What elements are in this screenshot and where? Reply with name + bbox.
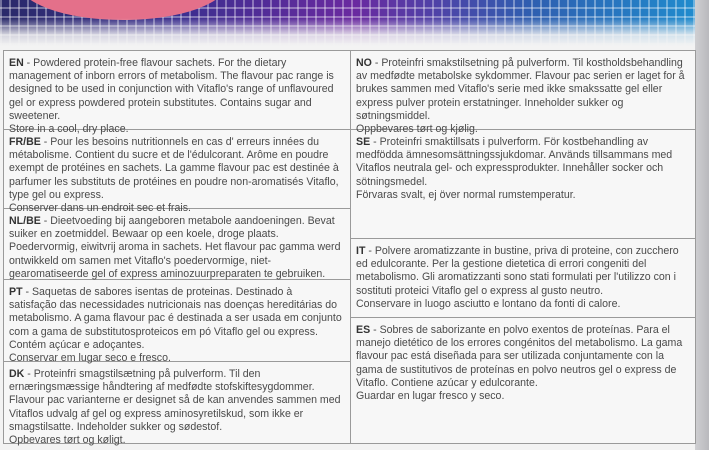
packaging-colour-band (0, 0, 709, 46)
language-code: NO (356, 57, 372, 69)
language-code: SE (356, 136, 371, 148)
storage-text: Conservar em lugar seco e fresco. (9, 352, 171, 365)
language-code: IT (356, 245, 366, 257)
section-nl-be (4, 209, 350, 280)
box-edge (695, 0, 709, 450)
storage-text: Guardar en lugar fresco y seco. (356, 390, 505, 403)
language-code: PT (9, 286, 23, 298)
label-panel (3, 50, 696, 447)
storage-text: Förvaras svalt, ej över normal rumstemperatur. (356, 188, 576, 201)
section-en (4, 51, 350, 136)
section-text: PT - Saquetas de sabores isentas de proteinas. Destinado à satisfação das necessidades nutricionais nas doenças hereditárias do metabolismo. A gama flavour pac é destinada a ser usada em conjunto com a gama de substitutosproteicos em pó Vitaflo gel ou express. Contém açúcar e adoçantes. (9, 286, 342, 351)
section-text: ES - Sobres de saborizante en polvo exentos de proteínas. Para el manejo dietético de los errores congénitos del metabolismo. La gama flavour pac está diseñada para ser utilizada conjuntamente con la gama de sustitutivos de proteínas en polvo neutros gel o express de Vitaflo. Contiene azúcar y edulcorante. (356, 324, 683, 389)
section-dk (4, 362, 350, 447)
storage-text: Conserver dans un endroit sec et frais. (9, 202, 191, 215)
language-code: NL/BE (9, 215, 41, 227)
section-text: FR/BE - Pour les besoins nutritionnels en cas d' erreurs innées du métabolisme. Contient du sucre et de l'édulcorant. Arôme en poudre exempt de protéines en sachets. La gamme flavour pac est destinée à parfumer les substituts de protéines en poudre non-aromatisés Vitaflo, type gel ou express. (9, 136, 339, 201)
language-code: FR/BE (9, 136, 41, 148)
storage-text: Opbevares tørt og køligt. (9, 434, 126, 447)
band-fade (0, 18, 709, 46)
language-code: ES (356, 324, 371, 336)
section-text: NO - Proteinfri smakstilsetning på pulverform. Til kostholdsbehandling av medfødte metabolske sykdommer. Flavour pac serien er laget for å brukes sammen med Vitaflo's serie med ikke smakssatte gel eller express pulver protein erstatninger. Inneholder sukker og søtningsmiddel. (356, 57, 685, 122)
section-se (351, 130, 695, 239)
storage-text: Store in a cool, dry place. (9, 123, 129, 136)
section-text: NL/BE - Dieetvoeding bij aangeboren metabole aandoeningen. Bevat suiker en zoetmiddel. Bewaar op een koele, droge plaats. Poedervormig, eiwitvrij aroma in sachets. Het flavour pac gamma werd ontwikkeld om samen met Vitaflo's poedervormige, niet-gearomatiseerde gel of express aminozuurpreparaten te gebruiken. (9, 215, 341, 280)
section-pt (4, 280, 350, 365)
section-text: IT - Polvere aromatizzante in bustine, priva di proteine, con zucchero ed edulcorante. Per la gestione dietetica di errori congeniti del metabolismo. Gli aromatizzanti sono stati formulati per l'utilizzo con i sostituti proteici Vitaflo gel o express al gusto neutro. (356, 245, 679, 297)
storage-text: Oppbevares tørt og kjølig. (356, 123, 478, 136)
storage-text: Conservare in luogo asciutto e lontano da fonti di calore. (356, 297, 621, 310)
section-text: EN - Powdered protein-free flavour sachets. For the dietary management of inborn errors of metabolism. The flavour pac range is designed to be used in conjunction with Vitaflo's range of unflavoured gel or express powdered protein substitutes. Contains sugar and sweetener. (9, 57, 334, 122)
section-text: SE - Proteinfri smaktillsats i pulverform. För kostbehandling av medfödda ämnesomsättningssjukdomar. Används tillsammans med Vitaflos neutrala gel- och expressprodukter. Innehåller socker och sötningsmedel. (356, 136, 673, 188)
section-it (351, 239, 695, 318)
language-code: DK (9, 368, 25, 380)
section-es (351, 318, 695, 443)
language-code: EN (9, 57, 24, 69)
section-fr-be (4, 130, 350, 215)
section-no (351, 51, 695, 136)
section-text: DK - Proteinfri smagstilsætning på pulverform. Til den ernæringsmæssige håndtering af medfødte stofskiftesygdommer. Flavour pac varianterne er designet så de kan anvendes sammen med Vitaflos udvalg af gel og express aminosyretilskud, som ikke er smagstilsatte. Indeholder sukker og sødestof. (9, 368, 341, 433)
